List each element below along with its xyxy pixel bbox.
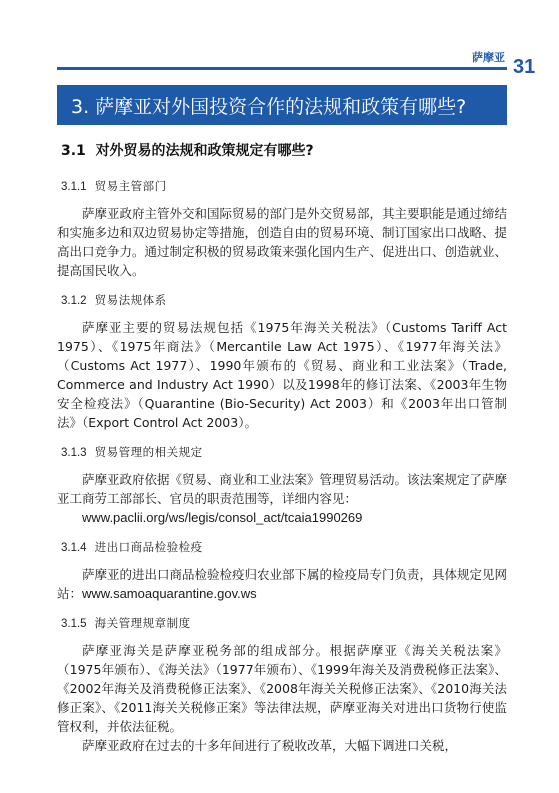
section-heading [61,140,507,160]
paragraph: 萨摩亚海关是萨摩亚税务部的组成部分。根据萨摩亚《海关关税法案》（1975年颁布）、《海关法》（1977年颁布）、《1999年海关及消费税修正法案》、《2002年海关及消费税修正法案》、《2008年海关关税修正法案》、《2010海关法修正案》、《2011海关关税修正案》等法律法规，萨摩亚海关对进出口货物行使监管权利，并依法征税。 [57,643,507,734]
subsection-heading [61,539,507,555]
subsection-heading [61,178,507,194]
section-number: 3.1 [61,143,86,159]
page-number: 31 [513,56,536,78]
header-country-label: 萨摩亚 [472,51,505,64]
subsection-heading [61,444,507,460]
paragraph-text: 萨摩亚的进出口商品检验检疫归农业部下属的检疫局专门负责，具体规定见网站： [57,567,508,601]
page-body [57,140,507,755]
subsection-number: 3.1.2 [61,295,87,307]
paragraph [57,565,507,603]
subsection-title: 贸易主管部门 [94,179,167,193]
paragraph: 萨摩亚政府在过去的十多年间进行了税收改革，大幅下调进口关税， [82,738,458,753]
subsection-title: 贸易法规体系 [94,293,167,307]
subsection-title: 进出口商品检验检疫 [94,540,203,554]
chapter-banner [57,85,507,125]
paragraph: 萨摩亚政府依据《贸易、商业和工业法案》管理贸易活动。该法案规定了萨摩亚工商劳工部部长、官员的职责范围等，详细内容见： [57,472,508,506]
subsection-number: 3.1.1 [61,181,87,193]
subsection-heading [61,615,507,631]
subsection-title: 贸易管理的相关规定 [94,445,203,459]
url-link[interactable]: www.paclii.org/ws/legis/consol_act/tcaia1990269 [82,510,363,525]
subsection-number: 3.1.4 [61,542,87,554]
subsection-number: 3.1.5 [61,618,87,630]
subsection-title: 海关管理规章制度 [94,616,191,630]
url-link[interactable]: www.samoaquarantine.gov.ws [82,586,257,601]
paragraph: 萨摩亚主要的贸易法规包括《1975年海关关税法》（Customs Tariff Act 1975）、《1975年商法》（Mercantile Law Act 1975）、《1977年海关法》（Customs Act 1977）、1990年颁布的《贸易、商业和工业法案》（Trade, Commerce and Industry Act 1990）以及1998年的修订法案、《2003年生物安全检疫法》（Quarantine (Bio-Security) Act 2003）和《2003年出口管制法》（Export Control Act 2003）。 [57,320,507,430]
chapter-title: 3. 萨摩亚对外国投资合作的法规和政策有哪些? [71,95,467,118]
header-rule [57,67,507,70]
subsection-heading [61,292,507,308]
reference-url[interactable] [57,508,507,527]
paragraph: 萨摩亚政府主管外交和国际贸易的部门是外交贸易部，其主要职能是通过缔结和实施多边和双边贸易协定等措施，创造自由的贸易环境、制订国家出口战略、提高出口竞争力。通过制定积极的贸易政策来强化国内生产、促进出口、创造就业、提高国民收入。 [57,206,508,278]
subsection-number: 3.1.3 [61,447,87,459]
section-title: 对外贸易的法规和政策规定有哪些? [95,143,314,159]
